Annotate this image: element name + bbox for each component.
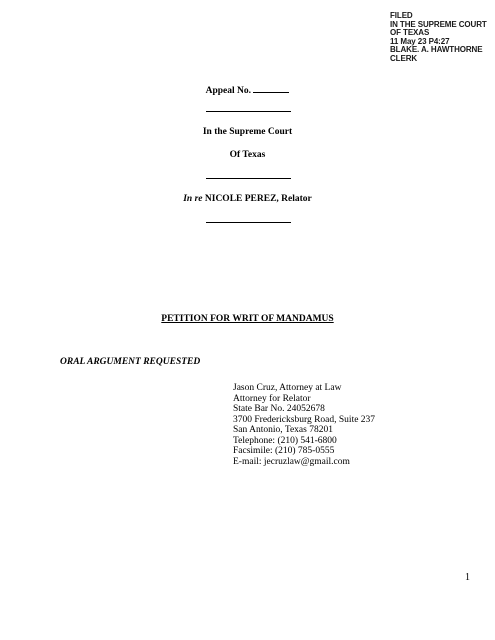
caption-rule xyxy=(206,178,291,179)
stamp-line: FILED xyxy=(390,11,413,20)
court-line-1: In the Supreme Court xyxy=(202,127,293,137)
oral-argument-request: ORAL ARGUMENT REQUESTED xyxy=(60,357,201,367)
court-line-2: Of Texas xyxy=(229,150,266,160)
in-re-line xyxy=(0,194,495,204)
caption-rule xyxy=(206,222,291,223)
appeal-number-blank xyxy=(253,84,289,93)
attorney-line: Facsimile: (210) 785-0555 xyxy=(233,446,335,456)
page-number: 1 xyxy=(465,572,470,583)
attorney-line: E-mail: jecruzlaw@gmail.com xyxy=(233,456,350,467)
attorney-line: State Bar No. 24052678 xyxy=(233,404,325,414)
filing-stamp xyxy=(390,12,487,64)
attorney-line: Jason Cruz, Attorney at Law xyxy=(233,383,342,393)
party-name: NICOLE PEREZ, Relator xyxy=(204,194,312,204)
stamp-line: CLERK xyxy=(390,53,418,63)
attorney-line: San Antonio, Texas 78201 xyxy=(233,425,333,435)
appeal-label: Appeal No. xyxy=(205,86,252,96)
stamp-line: IN THE SUPREME COURT xyxy=(390,19,487,29)
attorney-line: 3700 Fredericksburg Road, Suite 237 xyxy=(233,414,376,425)
document-title: PETITION FOR WRIT OF MANDAMUS xyxy=(161,314,334,324)
stamp-line: 11 May 23 P4:27 xyxy=(390,36,450,46)
appeal-number-line xyxy=(0,84,495,96)
in-re-prefix: In re xyxy=(183,194,203,204)
attorney-block xyxy=(233,383,375,467)
attorney-line: Attorney for Relator xyxy=(233,393,311,404)
attorney-line: Telephone: (210) 541-6800 xyxy=(233,435,337,446)
caption-rule xyxy=(206,111,291,112)
stamp-line: BLAKE. A. HAWTHORNE xyxy=(390,45,483,55)
stamp-line: OF TEXAS xyxy=(390,28,430,38)
